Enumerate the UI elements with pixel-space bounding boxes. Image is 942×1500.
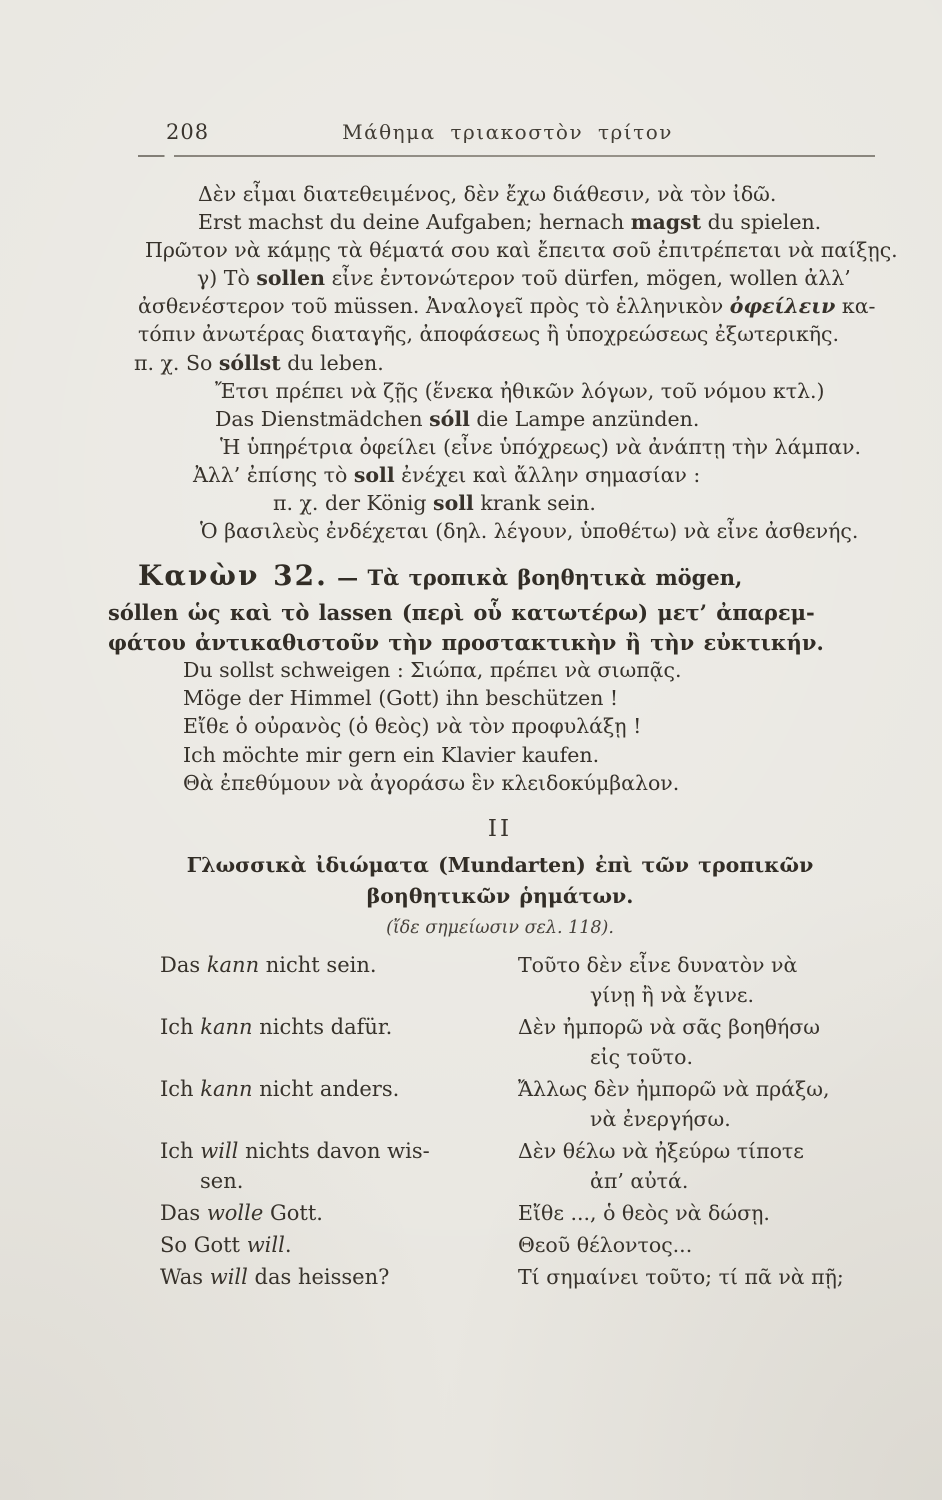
phrase-line [160, 1166, 518, 1196]
phrase-text: Τί σημαίνει τοῦτο; τί πᾶ νὰ πῇ; [518, 1265, 844, 1289]
phrase-text: Das [160, 953, 207, 977]
phrase-line [160, 1198, 518, 1228]
intro-line-13 [134, 517, 864, 545]
phrase-text: Ich [160, 1015, 201, 1039]
intro-line-5 [134, 292, 876, 320]
phrase-line [518, 1104, 870, 1134]
phrase-text: Ἄλλως δὲν ἠμπορῶ νὰ πράξω, [518, 1077, 830, 1101]
phrase-line [160, 1074, 518, 1104]
phrase-line [518, 980, 870, 1010]
german-text: Ich möchte mir gern ein Klavier kaufen. [183, 742, 600, 767]
header-rule [138, 155, 875, 157]
intro-line-7 [134, 349, 864, 377]
german-phrase [160, 1136, 518, 1196]
mixed-text: π. χ. der König [273, 491, 434, 516]
phrase-text: Ich [160, 1139, 201, 1163]
german-phrase [160, 1262, 518, 1292]
rule-number: Κανὼν 32. [138, 559, 328, 592]
example-line [183, 769, 873, 797]
phrase-text: Gott. [263, 1201, 323, 1225]
rule-german-word: mögen, [655, 565, 743, 590]
german-phrase [160, 1012, 518, 1072]
rule-german-word: sóllen [108, 600, 179, 625]
greek-text: Ἡ ὑπηρέτρια ὀφείλει (εἶνε ὑπόχρεως) νὰ ἀνάπτῃ τὴν λάμπαν. [220, 434, 862, 459]
phrase-line [518, 1012, 870, 1042]
phrase-text: Das [160, 1201, 207, 1225]
phrase-text: nichts davon wis- [238, 1139, 430, 1163]
phrase-line [160, 1012, 518, 1042]
phrase-emphasis: kann [200, 1077, 253, 1101]
german-phrase [160, 1198, 518, 1228]
example-line [183, 684, 873, 712]
table-row [160, 1262, 870, 1292]
table-row [160, 1136, 870, 1196]
section-note: (ἴδε σημείωσιν σελ. 118). [386, 918, 614, 938]
phrase-text: ἀπ’ αὐτά. [590, 1169, 689, 1193]
german-text: Erst machst du deine Aufgaben; hernach [198, 210, 631, 235]
emphasis-word: soll [353, 462, 395, 487]
phrase-table [160, 950, 870, 1294]
phrase-text: νὰ ἐνεργήσω. [590, 1107, 731, 1131]
german-phrase [160, 1230, 518, 1260]
intro-line-4 [134, 264, 864, 292]
rule-heading-line-1 [108, 556, 870, 598]
rule-text: φάτου ἀντικαθιστοῦν τὴν προστακτικὴν ἢ τὴν εὐκτικήν. [108, 630, 824, 655]
phrase-text: Was [160, 1265, 210, 1289]
phrase-line [518, 1198, 870, 1228]
greek-text: Εἴθε ὁ οὐρανὸς (ὁ θεὸς) νὰ τὸν προφυλάξῃ ! [183, 714, 642, 739]
german-text: die Lampe anzünden. [469, 406, 700, 431]
phrase-line [518, 1166, 870, 1196]
phrase-emphasis: will [209, 1265, 248, 1289]
german-phrase [160, 950, 518, 1010]
rule-text: — Τὰ τροπικὰ βοηθητικὰ [327, 565, 656, 590]
german-text: Das Dienstmädchen [215, 406, 430, 431]
phrase-text: Δὲν ἠμπορῶ νὰ σᾶς βοηθήσω [518, 1015, 820, 1039]
phrase-text: nicht anders. [252, 1077, 400, 1101]
phrase-emphasis: will [200, 1139, 239, 1163]
table-row [160, 1198, 870, 1228]
section-title [120, 850, 880, 912]
rule-heading-line-2 [108, 598, 870, 628]
phrase-text: Ich [160, 1077, 201, 1101]
phrase-line [518, 1230, 870, 1260]
phrase-text: Τοῦτο δὲν εἶνε δυνατὸν νὰ [518, 953, 798, 977]
greek-translation [518, 1198, 870, 1228]
greek-text: Ἔτσι πρέπει νὰ ζῇς (ἕνεκα ἠθικῶν λόγων, τοῦ νόμου κτλ.) [215, 378, 825, 403]
table-row [160, 1074, 870, 1134]
phrase-text: Εἴθε ..., ὁ θεὸς νὰ δώσῃ. [518, 1201, 770, 1225]
german-text: krank sein. [473, 491, 596, 516]
greek-translation [518, 1262, 870, 1292]
phrase-text: Δὲν θέλω νὰ ἠξεύρω τίποτε [518, 1139, 804, 1163]
phrase-text: das heissen? [247, 1265, 390, 1289]
phrase-line [160, 1262, 518, 1292]
intro-line-12 [134, 489, 864, 517]
greek-translation [518, 1230, 870, 1260]
emphasis-word: sóllst [218, 350, 281, 375]
phrase-line [160, 1230, 518, 1260]
phrase-line [518, 1042, 870, 1072]
greek-text: Πρῶτον νὰ κάμῃς τὰ θέματά σου καὶ ἔπειτα σοῦ ἐπιτρέπεται νὰ παίξῃς. [145, 238, 898, 263]
phrase-emphasis: kann [206, 953, 260, 977]
phrase-text: So Gott [160, 1233, 247, 1257]
phrase-line [518, 1074, 870, 1104]
intro-line-9 [134, 405, 864, 433]
rule-text: (περὶ οὗ κατωτέρω) μετ’ ἀπαρεμ- [392, 600, 815, 625]
greek-text: κα- [835, 294, 876, 319]
phrase-text: nicht sein. [259, 953, 377, 977]
mixed-text: Du sollst schweigen : Σιώπα, πρέπει νὰ σιωπᾷς. [183, 658, 682, 682]
rule-text: ὡς καὶ τὸ [178, 600, 319, 625]
intro-section [134, 180, 898, 545]
phrase-text: γίνῃ ἢ νὰ ἔγινε. [590, 983, 755, 1007]
intro-line-8 [134, 377, 864, 405]
greek-text: Θὰ ἐπεθύμουν νὰ ἀγοράσω ἓν κλειδοκύμβαλον. [183, 770, 680, 795]
intro-line-2 [134, 208, 864, 236]
greek-text: Ἀλλ’ ἐπίσης τὸ [193, 462, 354, 487]
phrase-line [518, 1136, 870, 1166]
intro-line-10 [134, 433, 864, 461]
emphasis-word: ὀφείλειν [729, 294, 836, 319]
phrase-text: sen. [200, 1169, 244, 1193]
running-title: Μάθημα τριακοστὸν τρίτον [342, 120, 673, 144]
phrase-line [518, 1262, 870, 1292]
phrase-emphasis: wolle [206, 1201, 264, 1225]
phrase-text: . [284, 1233, 292, 1257]
greek-translation [518, 1012, 870, 1072]
mixed-text: π. χ. So [134, 350, 219, 375]
table-row [160, 1012, 870, 1072]
phrase-text: nichts dafür. [252, 1015, 393, 1039]
phrase-emphasis: kann [200, 1015, 253, 1039]
greek-translation [518, 1136, 870, 1196]
mixed-text: ἀσθενέστερον τοῦ müssen. Ἀναλογεῖ πρὸς τὸ ἑλληνικὸν [138, 294, 730, 319]
intro-line-11 [134, 461, 864, 489]
example-line [183, 741, 873, 769]
table-row [160, 1230, 870, 1260]
mixed-text: εἶνε ἐντονώτερον τοῦ dürfen, mögen, wollen ἀλλ’ [325, 266, 851, 291]
rule-32-block [108, 556, 870, 658]
intro-line-3 [134, 236, 898, 264]
page-header [140, 120, 875, 146]
phrase-text: εἰς τοῦτο. [590, 1045, 694, 1069]
table-row [160, 950, 870, 1010]
emphasis-word: sollen [256, 266, 326, 291]
greek-translation [518, 1074, 870, 1134]
phrase-text: Θεοῦ θέλοντος... [518, 1233, 693, 1257]
greek-text: ἐνέχει καὶ ἄλλην σημασίαν : [394, 462, 701, 487]
section-numeral: II [487, 816, 513, 842]
greek-text: Ὁ βασιλεὺς ἐνδέχεται (δηλ. λέγουν, ὑποθέτω) νὰ εἶνε ἀσθενής. [200, 519, 859, 544]
intro-line-6 [134, 320, 864, 348]
page-number: 208 [166, 120, 210, 144]
rule-german-word: lassen [318, 600, 393, 625]
section-title-line-2: βοηθητικῶν ῥημάτων. [366, 884, 634, 908]
emphasis-word: soll [433, 491, 474, 516]
emphasis-word: magst [630, 210, 702, 235]
greek-text: τόπιν ἀνωτέρας διαταγῆς, ἀποφάσεως ἢ ὑποχρεώσεως ἐξωτερικῆς. [138, 322, 840, 347]
german-text: Möge der Himmel (Gott) ihn beschützen ! [183, 686, 619, 711]
german-phrase [160, 1074, 518, 1134]
greek-translation [518, 950, 870, 1010]
example-line [183, 656, 873, 684]
phrase-line [160, 1136, 518, 1166]
emphasis-word: sóll [429, 406, 470, 431]
phrase-emphasis: will [246, 1233, 285, 1257]
german-text: du leben. [280, 350, 384, 375]
german-text: du spielen. [701, 210, 822, 235]
example-line [183, 712, 873, 740]
section-title-line-1: Γλωσσικὰ ἰδιώματα (Mundarten) ἐπὶ τῶν τροπικῶν [186, 853, 814, 877]
phrase-line [160, 950, 518, 980]
greek-text: Δὲν εἶμαι διατεθειμένος, δὲν ἔχω διάθεσιν, νὰ τὸν ἰδῶ. [198, 182, 777, 206]
phrase-line [518, 950, 870, 980]
greek-text: γ) Τὸ [197, 266, 257, 291]
examples-section [183, 656, 873, 797]
intro-line-1 [134, 180, 864, 208]
rule-heading-line-3 [108, 628, 870, 658]
